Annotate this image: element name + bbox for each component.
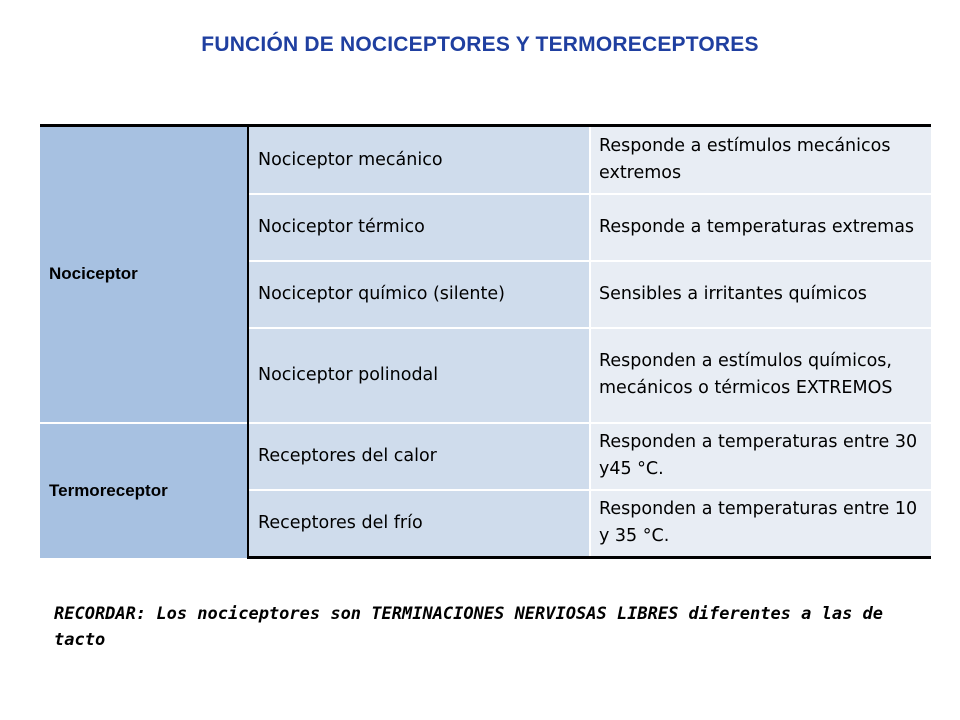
table-row xyxy=(40,423,931,490)
receptor-table xyxy=(40,124,931,559)
receptor-name: Nociceptor térmico xyxy=(248,194,590,261)
category-cell-termoreceptor: Termoreceptor xyxy=(40,423,248,558)
receptor-name: Nociceptor polinodal xyxy=(248,328,590,423)
receptor-name: Receptores del frío xyxy=(248,490,590,558)
receptor-name: Nociceptor químico (silente) xyxy=(248,261,590,328)
receptor-description: Responden a temperaturas entre 10 y 35 °C. xyxy=(590,490,931,558)
receptor-description: Responde a estímulos mecánicos extremos xyxy=(590,126,931,194)
receptor-description: Responden a estímulos químicos, mecánicos o térmicos EXTREMOS xyxy=(590,328,931,423)
receptor-name: Receptores del calor xyxy=(248,423,590,490)
receptor-description: Sensibles a irritantes químicos xyxy=(590,261,931,328)
receptor-description: Responde a temperaturas extremas xyxy=(590,194,931,261)
receptor-description: Responden a temperaturas entre 30 y45 °C. xyxy=(590,423,931,490)
table-row xyxy=(40,126,931,194)
receptor-name: Nociceptor mecánico xyxy=(248,126,590,194)
page-title: FUNCIÓN DE NOCICEPTORES Y TERMORECEPTORES xyxy=(201,33,759,56)
category-cell-nociceptor: Nociceptor xyxy=(40,126,248,423)
reminder-note: RECORDAR: Los nociceptores son TERMINACIONES NERVIOSAS LIBRES diferentes a las de tacto xyxy=(54,604,884,650)
